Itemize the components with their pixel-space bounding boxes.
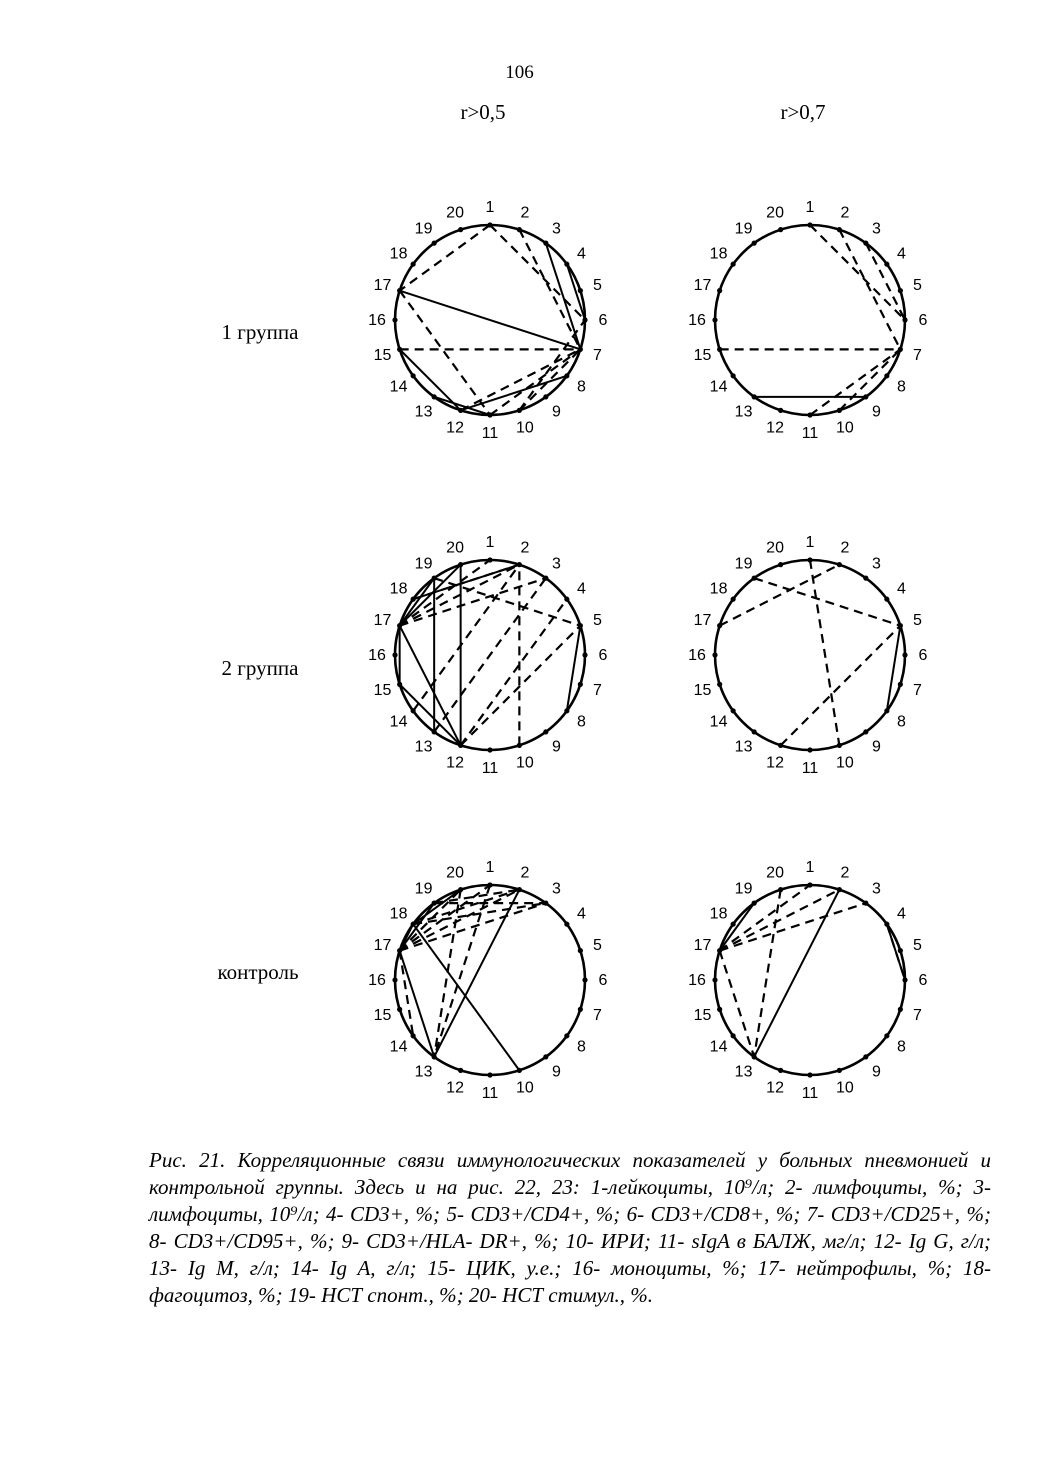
node-marker-2 <box>837 562 842 567</box>
node-label-1: 1 <box>805 534 815 551</box>
node-label-1: 1 <box>485 199 495 216</box>
diagram-control-r07 <box>680 855 940 1105</box>
node-marker-7 <box>898 347 903 352</box>
node-label-3: 3 <box>551 220 561 238</box>
node-label-15: 15 <box>373 1006 392 1024</box>
node-marker-14 <box>411 1033 416 1038</box>
node-label-16: 16 <box>688 972 706 989</box>
node-label-3: 3 <box>551 880 561 898</box>
node-marker-1 <box>487 557 492 562</box>
diagram-group1-r05 <box>360 195 620 445</box>
node-marker-19 <box>432 241 437 246</box>
node-marker-19 <box>752 901 757 906</box>
node-marker-18 <box>411 597 416 602</box>
node-label-7: 7 <box>913 1006 922 1024</box>
node-marker-20 <box>458 227 463 232</box>
node-label-2: 2 <box>840 864 850 882</box>
node-label-7: 7 <box>913 681 922 699</box>
solid-link-12-15 <box>400 349 461 410</box>
node-marker-1 <box>807 222 812 227</box>
node-marker-1 <box>487 222 492 227</box>
node-marker-13 <box>752 729 757 734</box>
node-label-20: 20 <box>446 864 464 882</box>
node-marker-7 <box>898 1007 903 1012</box>
node-marker-2 <box>837 227 842 232</box>
node-marker-10 <box>517 743 522 748</box>
node-marker-5 <box>898 948 903 953</box>
node-marker-9 <box>543 1054 548 1059</box>
node-marker-15 <box>717 1007 722 1012</box>
node-marker-3 <box>863 576 868 581</box>
node-label-12: 12 <box>446 1079 464 1097</box>
node-label-12: 12 <box>446 419 464 437</box>
node-label-3: 3 <box>871 555 881 573</box>
node-label-1: 1 <box>805 859 815 876</box>
dashed-link-19-5 <box>754 578 900 626</box>
node-marker-15 <box>397 682 402 687</box>
node-marker-9 <box>543 394 548 399</box>
node-label-19: 19 <box>734 880 753 898</box>
column-header-r05: r>0,5 <box>460 100 506 124</box>
node-marker-10 <box>837 408 842 413</box>
node-marker-6 <box>902 977 907 982</box>
node-marker-9 <box>863 1054 868 1059</box>
node-marker-18 <box>731 597 736 602</box>
caption-text: Рис. 21. Корреляционные связи иммунологических показателей у больных пневмонией и контрольной группы. Здесь и на рис. 22, 23: 1-лейкоциты, 10⁹/л; 2- лимфоциты, %; 3- лимфоциты, 10⁹/л; 4- CD3+, %; 5- CD3+/CD4+, %; 6- CD3+/CD8+, %; 7- CD3+/CD25+, %; 8- CD3+/CD95+, %; 9- CD3+/HLA- DR+, %; 10- ИРИ; 11- sIgA в БАЛЖ, мг/л; 12- Ig G, г/л; 13- Ig M, г/л; 14- Ig A, г/л; 15- ЦИК, у.е.; 16- моноциты, %; 17- нейтрофилы, %; 18- фагоцитоз, %; 19- НСТ спонт., %; 20- НСТ стимул., %. <box>149 1148 991 1307</box>
node-label-19: 19 <box>414 555 433 573</box>
dashed-link-12-5 <box>461 626 581 746</box>
node-marker-18 <box>731 262 736 267</box>
row-label-group1: 1 группа <box>221 320 299 344</box>
node-label-17: 17 <box>693 612 712 630</box>
node-marker-4 <box>884 597 889 602</box>
node-label-14: 14 <box>389 713 408 731</box>
dashed-link-17-1 <box>400 885 490 951</box>
node-label-9: 9 <box>551 738 561 756</box>
node-marker-6 <box>582 977 587 982</box>
node-label-13: 13 <box>414 1063 433 1081</box>
node-label-4: 4 <box>576 245 586 263</box>
dashed-link-1-10 <box>810 560 839 745</box>
node-marker-4 <box>884 262 889 267</box>
node-marker-1 <box>487 882 492 887</box>
node-marker-19 <box>752 241 757 246</box>
diagram-group2-r05 <box>360 530 620 780</box>
node-marker-16 <box>392 977 397 982</box>
node-label-18: 18 <box>709 580 728 598</box>
node-label-2: 2 <box>520 539 530 557</box>
node-marker-4 <box>564 597 569 602</box>
dashed-link-17-3 <box>720 903 866 951</box>
node-label-13: 13 <box>734 738 753 756</box>
node-label-19: 19 <box>734 220 753 238</box>
node-label-11: 11 <box>481 760 499 777</box>
node-label-1: 1 <box>485 534 495 551</box>
node-label-7: 7 <box>593 681 602 699</box>
node-marker-3 <box>863 241 868 246</box>
node-label-13: 13 <box>734 403 753 421</box>
solid-link-18-10 <box>413 924 519 1070</box>
node-label-14: 14 <box>709 713 728 731</box>
node-label-14: 14 <box>389 378 408 396</box>
node-marker-2 <box>517 887 522 892</box>
node-marker-20 <box>778 227 783 232</box>
node-label-20: 20 <box>446 204 464 222</box>
page-number: 106 <box>505 62 534 83</box>
node-label-4: 4 <box>576 905 586 923</box>
node-marker-19 <box>752 576 757 581</box>
node-marker-16 <box>712 977 717 982</box>
node-label-20: 20 <box>766 539 784 557</box>
node-marker-16 <box>712 652 717 657</box>
dashed-link-1-6 <box>490 225 585 320</box>
node-label-16: 16 <box>368 312 386 329</box>
node-label-4: 4 <box>576 580 586 598</box>
node-label-20: 20 <box>446 539 464 557</box>
figure-caption <box>149 1147 991 1309</box>
node-label-3: 3 <box>551 555 561 573</box>
node-label-13: 13 <box>414 403 433 421</box>
node-label-12: 12 <box>766 754 784 772</box>
node-marker-20 <box>458 887 463 892</box>
node-marker-19 <box>432 576 437 581</box>
node-label-3: 3 <box>871 880 881 898</box>
node-marker-12 <box>778 408 783 413</box>
node-label-13: 13 <box>414 738 433 756</box>
node-marker-8 <box>564 1033 569 1038</box>
node-label-20: 20 <box>766 864 784 882</box>
dashed-link-17-11 <box>400 291 490 415</box>
diagram-control-r05 <box>360 855 620 1105</box>
node-marker-17 <box>397 948 402 953</box>
node-label-18: 18 <box>389 245 408 263</box>
solid-link-13-2 <box>754 890 839 1057</box>
node-marker-13 <box>432 394 437 399</box>
node-marker-5 <box>578 623 583 628</box>
node-marker-3 <box>543 241 548 246</box>
node-marker-1 <box>807 557 812 562</box>
node-label-18: 18 <box>709 245 728 263</box>
node-marker-15 <box>397 347 402 352</box>
node-label-6: 6 <box>598 972 608 989</box>
node-label-9: 9 <box>551 403 561 421</box>
node-label-16: 16 <box>688 312 706 329</box>
node-marker-4 <box>564 262 569 267</box>
node-label-7: 7 <box>593 346 602 364</box>
node-label-8: 8 <box>576 1038 586 1056</box>
node-label-6: 6 <box>598 312 608 329</box>
dashed-link-10-7 <box>839 349 900 410</box>
node-marker-20 <box>778 887 783 892</box>
node-label-1: 1 <box>485 859 495 876</box>
node-marker-10 <box>517 1068 522 1073</box>
node-marker-3 <box>863 901 868 906</box>
dashed-link-11-7 <box>810 349 900 415</box>
node-label-2: 2 <box>520 864 530 882</box>
node-marker-2 <box>837 887 842 892</box>
node-label-12: 12 <box>766 419 784 437</box>
dashed-link-17-1 <box>720 885 810 951</box>
node-label-5: 5 <box>913 937 922 955</box>
node-label-16: 16 <box>688 647 706 664</box>
node-marker-6 <box>582 317 587 322</box>
node-label-17: 17 <box>373 937 392 955</box>
node-marker-11 <box>487 747 492 752</box>
circle-outline <box>715 225 905 415</box>
node-label-17: 17 <box>693 277 712 295</box>
node-label-8: 8 <box>576 713 586 731</box>
node-label-6: 6 <box>918 312 928 329</box>
node-marker-13 <box>432 729 437 734</box>
solid-link-15-12 <box>400 684 461 745</box>
node-marker-8 <box>884 708 889 713</box>
node-marker-18 <box>731 922 736 927</box>
node-marker-8 <box>564 708 569 713</box>
circle-outline <box>395 885 585 1075</box>
circle-outline <box>715 560 905 750</box>
node-label-7: 7 <box>913 346 922 364</box>
node-label-15: 15 <box>373 346 392 364</box>
node-label-8: 8 <box>576 378 586 396</box>
node-marker-7 <box>578 347 583 352</box>
node-marker-13 <box>752 1054 757 1059</box>
node-label-5: 5 <box>593 277 602 295</box>
node-label-10: 10 <box>836 419 854 437</box>
node-marker-2 <box>517 227 522 232</box>
node-marker-13 <box>752 394 757 399</box>
node-marker-11 <box>807 1072 812 1077</box>
node-label-11: 11 <box>481 1085 499 1102</box>
node-marker-16 <box>712 317 717 322</box>
node-label-9: 9 <box>871 1063 881 1081</box>
node-marker-15 <box>397 1007 402 1012</box>
node-label-2: 2 <box>840 204 850 222</box>
node-label-15: 15 <box>693 346 712 364</box>
node-label-7: 7 <box>593 1006 602 1024</box>
node-label-10: 10 <box>516 754 534 772</box>
node-marker-16 <box>392 652 397 657</box>
node-marker-14 <box>731 373 736 378</box>
node-marker-17 <box>717 948 722 953</box>
node-marker-17 <box>397 623 402 628</box>
node-label-10: 10 <box>836 754 854 772</box>
node-label-10: 10 <box>516 419 534 437</box>
node-marker-20 <box>458 562 463 567</box>
node-marker-13 <box>432 1054 437 1059</box>
node-label-1: 1 <box>805 199 815 216</box>
node-marker-12 <box>778 743 783 748</box>
node-label-9: 9 <box>551 1063 561 1081</box>
node-label-5: 5 <box>593 612 602 630</box>
node-marker-9 <box>863 729 868 734</box>
dashed-link-12-5 <box>781 626 901 746</box>
column-header-r07: r>0,7 <box>780 100 826 124</box>
node-marker-14 <box>411 373 416 378</box>
node-label-15: 15 <box>693 1006 712 1024</box>
node-label-14: 14 <box>709 1038 728 1056</box>
node-marker-14 <box>411 708 416 713</box>
node-marker-8 <box>564 373 569 378</box>
node-marker-5 <box>578 288 583 293</box>
node-marker-1 <box>807 882 812 887</box>
dashed-link-1-17 <box>400 225 490 291</box>
node-marker-14 <box>731 708 736 713</box>
row-label-group2: 2 группа <box>221 656 299 680</box>
dashed-link-10-7 <box>519 349 580 410</box>
node-marker-6 <box>902 317 907 322</box>
node-label-11: 11 <box>801 425 819 442</box>
dashed-link-1-13 <box>434 885 490 1057</box>
node-label-9: 9 <box>871 403 881 421</box>
node-label-19: 19 <box>734 555 753 573</box>
node-marker-17 <box>717 288 722 293</box>
node-label-19: 19 <box>414 220 433 238</box>
node-marker-6 <box>582 652 587 657</box>
node-label-10: 10 <box>836 1079 854 1097</box>
node-marker-18 <box>411 262 416 267</box>
node-marker-8 <box>884 373 889 378</box>
node-marker-7 <box>898 682 903 687</box>
node-marker-17 <box>397 288 402 293</box>
node-marker-7 <box>578 682 583 687</box>
node-marker-11 <box>487 1072 492 1077</box>
node-marker-8 <box>884 1033 889 1038</box>
dashed-link-19-5 <box>434 578 580 626</box>
dashed-link-17-1 <box>400 560 490 626</box>
node-label-12: 12 <box>446 754 464 772</box>
node-marker-10 <box>517 408 522 413</box>
node-marker-5 <box>898 288 903 293</box>
diagram-group1-r07 <box>680 195 940 445</box>
node-label-18: 18 <box>389 580 408 598</box>
node-marker-4 <box>564 922 569 927</box>
node-marker-6 <box>902 652 907 657</box>
node-label-14: 14 <box>709 378 728 396</box>
node-label-2: 2 <box>840 539 850 557</box>
dashed-link-17-3 <box>400 903 546 951</box>
node-label-8: 8 <box>896 713 906 731</box>
node-marker-3 <box>543 576 548 581</box>
node-marker-11 <box>807 747 812 752</box>
node-label-9: 9 <box>871 738 881 756</box>
node-marker-16 <box>392 317 397 322</box>
node-label-4: 4 <box>896 905 906 923</box>
node-marker-12 <box>458 1068 463 1073</box>
row-label-control: контроль <box>217 960 299 984</box>
node-label-5: 5 <box>593 937 602 955</box>
node-marker-19 <box>432 901 437 906</box>
node-label-4: 4 <box>896 245 906 263</box>
node-label-11: 11 <box>801 1085 819 1102</box>
node-label-16: 16 <box>368 647 386 664</box>
node-label-6: 6 <box>918 972 928 989</box>
solid-link-17-7 <box>400 291 581 350</box>
node-label-8: 8 <box>896 378 906 396</box>
node-marker-14 <box>731 1033 736 1038</box>
diagram-group2-r07 <box>680 530 940 780</box>
node-label-6: 6 <box>918 647 928 664</box>
node-marker-10 <box>837 1068 842 1073</box>
node-marker-7 <box>578 1007 583 1012</box>
node-marker-9 <box>863 394 868 399</box>
node-marker-3 <box>543 901 548 906</box>
node-marker-10 <box>837 743 842 748</box>
dashed-link-11-7 <box>490 349 580 415</box>
node-marker-17 <box>717 623 722 628</box>
node-label-16: 16 <box>368 972 386 989</box>
node-label-15: 15 <box>373 681 392 699</box>
node-marker-2 <box>517 562 522 567</box>
node-label-15: 15 <box>693 681 712 699</box>
node-marker-11 <box>807 412 812 417</box>
node-label-5: 5 <box>913 612 922 630</box>
dashed-link-1-6 <box>810 225 905 320</box>
node-label-4: 4 <box>896 580 906 598</box>
node-label-12: 12 <box>766 1079 784 1097</box>
node-label-6: 6 <box>598 647 608 664</box>
node-label-17: 17 <box>373 612 392 630</box>
node-label-18: 18 <box>709 905 728 923</box>
node-marker-4 <box>884 922 889 927</box>
node-marker-12 <box>778 1068 783 1073</box>
node-marker-18 <box>411 922 416 927</box>
node-label-11: 11 <box>801 760 819 777</box>
node-marker-20 <box>778 562 783 567</box>
node-label-10: 10 <box>516 1079 534 1097</box>
node-marker-12 <box>458 743 463 748</box>
dashed-link-13-3 <box>434 578 546 732</box>
node-label-17: 17 <box>373 277 392 295</box>
node-label-19: 19 <box>414 880 433 898</box>
node-marker-12 <box>458 408 463 413</box>
node-label-5: 5 <box>913 277 922 295</box>
node-marker-15 <box>717 682 722 687</box>
node-marker-9 <box>543 729 548 734</box>
node-label-17: 17 <box>693 937 712 955</box>
node-marker-5 <box>898 623 903 628</box>
node-label-13: 13 <box>734 1063 753 1081</box>
node-label-18: 18 <box>389 905 408 923</box>
circle-outline <box>715 885 905 1075</box>
node-label-8: 8 <box>896 1038 906 1056</box>
node-marker-15 <box>717 347 722 352</box>
dashed-link-17-3 <box>400 578 546 626</box>
node-label-14: 14 <box>389 1038 408 1056</box>
node-marker-11 <box>487 412 492 417</box>
node-label-20: 20 <box>766 204 784 222</box>
node-label-11: 11 <box>481 425 499 442</box>
node-label-2: 2 <box>520 204 530 222</box>
node-marker-5 <box>578 948 583 953</box>
node-label-3: 3 <box>871 220 881 238</box>
